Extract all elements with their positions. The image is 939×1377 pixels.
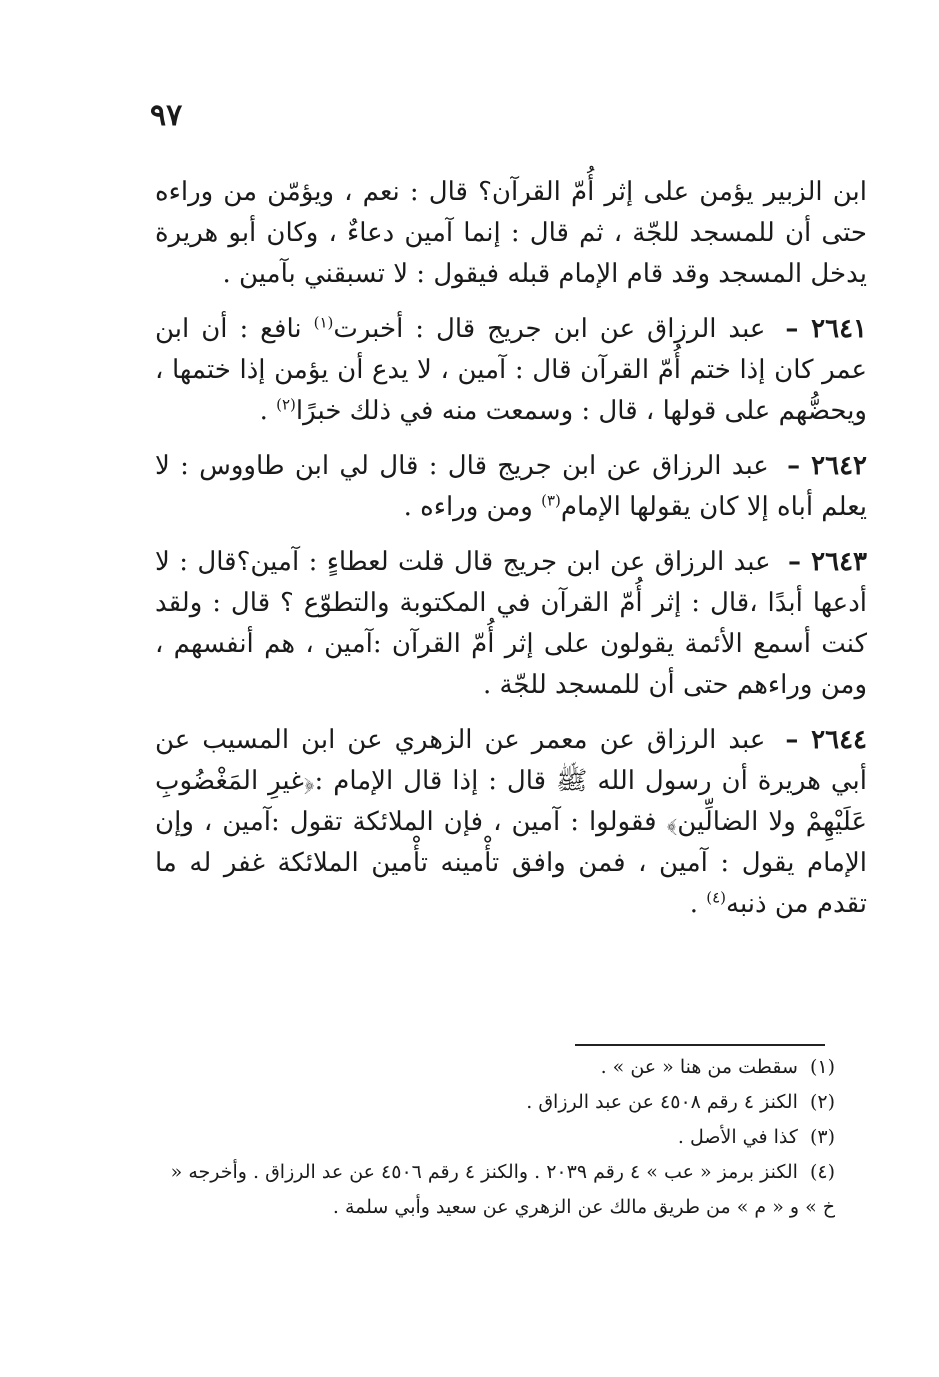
hadith-text-part: ومن وراءه . bbox=[403, 492, 533, 522]
footnote-reference: (٢) bbox=[276, 395, 296, 414]
hadith-number: ٢٦٤٤ – bbox=[785, 725, 867, 755]
footnote-marker: (١) bbox=[809, 1056, 835, 1078]
hadith-text-part: عبد الرزاق عن ابن جريج قال : قال لي ابن طاووس : لا يعلم أباه إلا كان يقولها الإمام bbox=[155, 451, 867, 522]
footnote-text: الكنز برمز « عب » ٤ رقم ٢٠٣٩ . والكنز ٤ رقم ٤٥٠٦ عن عد الرزاق . وأخرجه « خ » و « م » من طريق مالك عن الزهري عن سعيد وأبي سلمة . bbox=[170, 1161, 835, 1218]
footnote-divider bbox=[575, 1044, 825, 1046]
hadith-text-part: نافع : أن ابن عمر كان إذا ختم أُمّ القرآن قال : آمين ، لا يدع أن يؤمن إذا ختمها ، ويحضُّهم على قولها ، قال : وسمعت منه في ذلك خبرًا bbox=[155, 314, 867, 426]
hadith-text-part: عبد الرزاق عن معمر عن الزهري عن ابن المسيب عن أبي هريرة أن رسول الله ﷺ قال : إذا قال الإمام :﴿غيرِ المَغْضُوبِ عَلَيْهِمْ ولا الضالِّين﴾ فقولوا : آمين ، فإن الملائكة تقول :آمين ، وإن الإمام يقول : آمين ، فمن وافق تأْمينه تأْمين الملائكة غفر له ما تقدم من ذنبه bbox=[155, 725, 867, 919]
footnote-reference: (٤) bbox=[706, 888, 727, 907]
footnote-1 bbox=[155, 1050, 835, 1085]
footnote-reference: (١) bbox=[313, 313, 334, 332]
footnote-2 bbox=[155, 1085, 835, 1120]
hadith-text: عبد الرزاق عن ابن جريج قال قلت لعطاءٍ : آمين؟قال : لا أدعها أبدًا ،قال : إثر أُمّ القرآن في المكتوبة والتطوّع ؟ قال : ولقد كنت أسمع الأئمة يقولون على إثر أُمّ القرآن :آمين ، هم أنفسهم ، ومن وراءهم حتى أن للمسجد للجّة . bbox=[155, 547, 867, 700]
footnote-text: سقطت من هنا « عن » . bbox=[600, 1056, 798, 1078]
page-number: ٩٧ bbox=[150, 98, 183, 133]
footnote-text: كذا في الأصل . bbox=[677, 1126, 798, 1148]
footnote-3 bbox=[155, 1120, 835, 1155]
paragraph-text: ابن الزبير يؤمن على إثر أُمّ القرآن؟ قال : نعم ، ويؤمّن من وراءه حتى أن للمسجد للجّة ، ثم قال : إنما آمين دعاءٌ ، وكان أبو هريرة يدخل المسجد وقد قام الإمام قبله فيقول : لا تسبقني بآمين . bbox=[155, 177, 867, 289]
hadith-2644 bbox=[155, 720, 867, 925]
hadith-number: ٢٦٤٢ – bbox=[787, 451, 868, 481]
hadith-text-part: . bbox=[689, 889, 698, 919]
footnotes bbox=[155, 1050, 835, 1225]
hadith-2641 bbox=[155, 309, 867, 432]
footnote-marker: (٣) bbox=[809, 1126, 835, 1148]
paragraph-continuation bbox=[155, 172, 867, 295]
hadith-2642 bbox=[155, 446, 867, 528]
footnote-marker: (٤) bbox=[809, 1161, 835, 1183]
footnote-marker: (٢) bbox=[809, 1091, 835, 1113]
main-text bbox=[155, 172, 867, 939]
hadith-number: ٢٦٤١ – bbox=[785, 314, 867, 344]
footnote-4 bbox=[155, 1155, 835, 1225]
hadith-text-part: عبد الرزاق عن ابن جريج قال : أخبرت bbox=[333, 314, 766, 344]
footnote-text: الكنز ٤ رقم ٤٥٠٨ عن عبد الرزاق . bbox=[526, 1091, 798, 1113]
hadith-text-part: . bbox=[259, 396, 268, 426]
hadith-number: ٢٦٤٣ – bbox=[787, 547, 867, 577]
hadith-2643 bbox=[155, 542, 867, 706]
footnote-reference: (٣) bbox=[541, 491, 561, 510]
